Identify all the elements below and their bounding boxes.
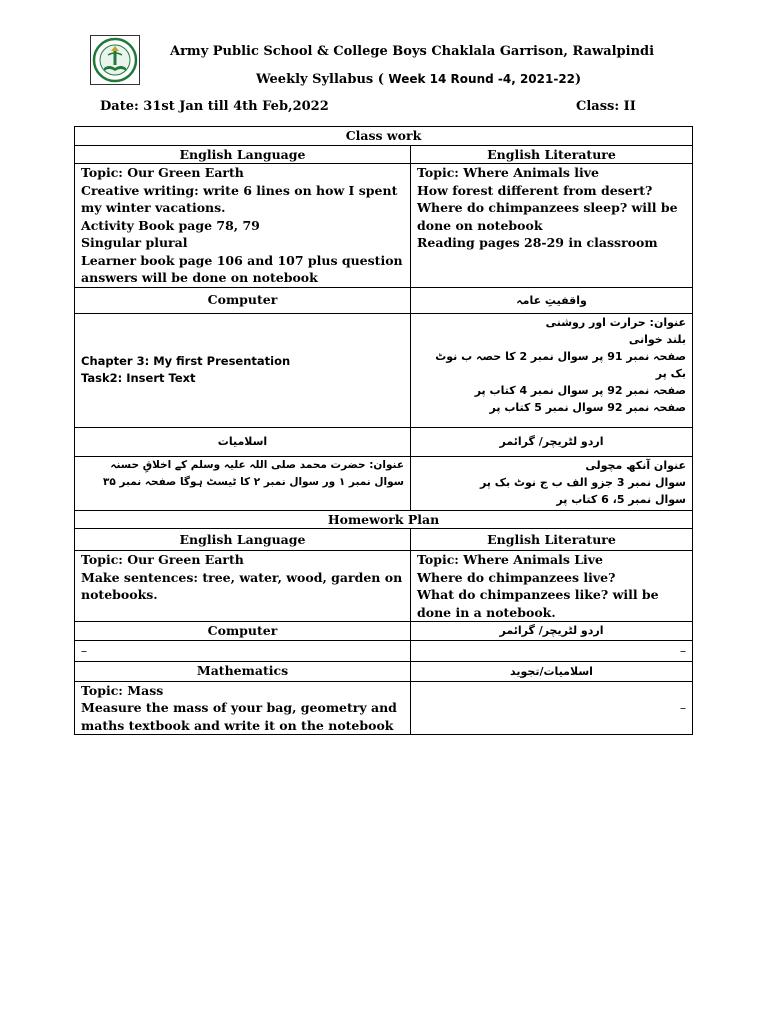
table-row [75,456,693,510]
cw-el-line: Topic: Our Green Earth [81,165,244,180]
cw-lit-line: How forest different from desert? [417,182,653,198]
hw-el-line: Make sentences: tree, water, wood, garden on notebooks. [81,569,403,602]
cw-general-knowledge-content [411,313,693,427]
table-row [75,661,693,681]
cw-computer-content [75,313,411,427]
cw-english-language-heading: English Language [75,145,411,164]
cw-islamiat-content [75,456,411,510]
weekly-syllabus-title [256,72,581,87]
cw-el-line: Singular plural [81,235,188,250]
hw-lit-line: Where do chimpanzees live? [417,569,616,585]
cw-urdu-heading: اردو لٹریچر/ گرائمر [411,427,693,456]
cw-english-literature-heading: English Literature [411,145,693,164]
cw-islamiat-line: سوال نمبر ۱ ور سوال نمبر ۲ کا ٹیسٹ ہوگا صفحہ نمبر ۳۵ [102,475,404,488]
syllabus-table [74,126,693,735]
cw-urdu-content [411,456,693,510]
cw-el-line: Creative writing: write 6 lines on how I spent my winter vacations. [81,182,398,215]
cw-computer-heading: Computer [75,287,411,313]
cw-computer-line: Task2: Insert Text [81,371,196,385]
hw-english-literature-heading: English Literature [411,529,693,551]
table-row [75,127,693,146]
table-row [75,287,693,313]
cw-islamiat-line: عنوان: حضرت محمد صلی اللہ علیہ وسلم کے اخلاقِ حسنہ [110,458,404,471]
table-row [75,164,693,288]
cw-english-literature-content [411,164,693,288]
hw-english-language-content [75,551,411,622]
table-row [75,145,693,164]
syllabus-suffix: ) [575,72,582,87]
class-label: Class: II [576,99,636,114]
hw-math-line: Topic: Mass [81,682,164,698]
cw-islamiat-heading: اسلامیات [75,427,411,456]
cw-el-line: Activity Book page 78, 79 [81,217,260,233]
cw-gk-line: صفحہ نمبر 92 سوال نمبر 5 کتاب پر [489,400,686,414]
hw-english-language-heading: English Language [75,529,411,551]
cw-english-language-content [75,164,411,288]
table-row [75,529,693,551]
syllabus-week: Week 14 Round -4, 2021-22 [388,72,576,86]
syllabus-prefix: Weekly Syllabus ( [256,72,389,87]
cw-gk-line: بلند خوانی [628,332,686,346]
cw-urdu-line: عنوان آنکھ مچولی [585,458,686,472]
date-range: Date: 31st Jan till 4th Feb,2022 [100,99,329,114]
hw-islamiat-tajweed-value: – [411,681,693,735]
cw-urdu-line: سوال نمبر 5، 6 کتاب پر [556,492,686,506]
hw-urdu-heading: اردو لٹریچر/ گرائمر [411,622,693,641]
hw-el-line: Topic: Our Green Earth [81,552,244,567]
hw-computer-heading: Computer [75,622,411,641]
cw-gk-line: صفحہ نمبر 92 پر سوال نمبر 4 کتاب پر [474,383,686,397]
table-row [75,313,693,427]
school-logo [90,35,140,85]
cw-general-knowledge-heading: واقفیتِ عامہ [411,287,693,313]
hw-computer-value: – [75,640,411,661]
cw-lit-line: Topic: Where Animals live [417,165,599,180]
table-row [75,510,693,529]
hw-lit-line: Topic: Where Animals Live [417,552,603,567]
table-row [75,622,693,641]
hw-islamiat-tajweed-heading: اسلامیات/تجوید [411,661,693,681]
hw-english-literature-content [411,551,693,622]
hw-math-line: Measure the mass of your bag, geometry and maths textbook and write it on the notebook [81,700,397,733]
hw-mathematics-content [75,681,411,735]
table-row [75,551,693,622]
cw-lit-line: Reading pages 28-29 in classroom [417,235,658,250]
cw-computer-line: Chapter 3: My first Presentation [81,354,291,368]
cw-el-line: Learner book page 106 and 107 plus question answers will be done on notebook [81,252,403,285]
cw-urdu-line: سوال نمبر 3 جزو الف ب ج نوٹ بک پر [479,475,686,489]
school-name: Army Public School & College Boys Chaklala Garrison, Rawalpindi [170,44,655,59]
cw-gk-line: عنوان: حرارت اور روشنی [545,315,686,329]
cw-gk-line: صفحہ نمبر 91 پر سوال نمبر 2 کا حصہ ب نوٹ بک پر [435,349,686,380]
cw-lit-line: Where do chimpanzees sleep? will be done on notebook [417,200,678,233]
hw-mathematics-heading: Mathematics [75,661,411,681]
table-row [75,427,693,456]
table-row [75,681,693,735]
homework-heading: Homework Plan [75,510,693,529]
hw-urdu-value: – [411,640,693,661]
classwork-heading: Class work [75,127,693,146]
table-row [75,640,693,661]
hw-lit-line: What do chimpanzees like? will be done in a notebook. [417,587,659,620]
